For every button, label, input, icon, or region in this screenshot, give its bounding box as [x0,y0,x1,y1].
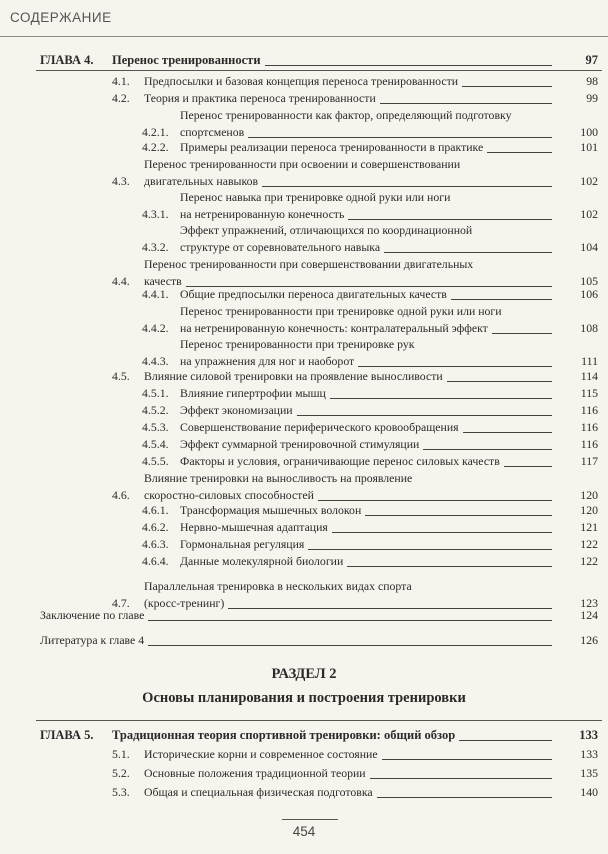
toc-entry-page: 102 [580,207,598,221]
part-label: РАЗДЕЛ 2 [271,666,337,682]
leader-line [148,645,552,646]
toc-entry-title: Общие предпосылки переноса двигательных качеств [180,287,447,301]
leader-line [370,778,552,779]
toc-entry-number: 5.2. [112,766,130,780]
leader-line [423,449,552,450]
toc-entry-title: Литература к главе 4 [40,633,145,647]
toc-entry-title: (кросс-тренинг) [144,596,225,610]
toc-entry-title: скоростно-силовых способностей [144,488,314,502]
toc-entry[interactable] [142,436,598,453]
toc-entry[interactable] [142,553,598,570]
toc-entry[interactable] [142,419,598,436]
leader-line [504,466,552,467]
toc-entry-number: 4.4.3. [142,354,169,368]
toc-entry-title: Перенос тренированности при освоении и совершенствовании [144,157,461,171]
toc-entry-page: 108 [580,321,598,335]
toc-entry-title: Предпосылки и базовая концепция переноса тренированности [144,74,459,88]
toc-entry-page: 111 [581,354,598,368]
toc-entry-title: на упражнения для ног и наоборот [180,354,355,368]
leader-line [492,333,552,334]
leader-line [463,432,552,433]
toc-entry[interactable] [40,607,598,624]
toc-entry-page: 98 [586,74,598,88]
leader-line [459,740,552,741]
toc-entry-number: 4.6.1. [142,503,169,517]
toc-entry[interactable] [112,73,598,90]
footer-divider [282,819,338,820]
toc-entry-page: 120 [580,503,598,517]
toc-entry-title: Перенос тренированности при тренировке одной руки или ноги [180,304,502,318]
toc-entry-title: спортсменов [180,125,245,139]
toc-entry-title: двигательных навыков [144,174,259,188]
toc-entry-number: 4.6. [112,488,130,502]
part-title: Основы планирования и построения тренировки [142,690,466,706]
leader-line [487,152,552,153]
toc-entry[interactable] [40,632,598,649]
toc-entry[interactable] [142,303,598,337]
leader-line [380,103,552,104]
leader-line [262,186,552,187]
toc-entry[interactable] [142,385,598,402]
toc-entry-number: 4.4. [112,274,130,288]
toc-entry-page: 116 [580,403,598,417]
leader-line [382,759,552,760]
toc-entry-number: ГЛАВА 5. [40,728,94,742]
toc-entry-number: 4.5.2. [142,403,169,417]
toc-entry-title: Трансформация мышечных волокон [180,503,362,517]
toc-entry-title: Основные положения традиционной теории [144,766,366,780]
toc-entry-title: Перенос навыка при тренировке одной руки или ноги [180,190,451,204]
toc-entry-number: 4.3.1. [142,207,169,221]
toc-entry-title: Эффект экономизации [180,403,293,417]
toc-entry-title: Теория и практика переноса тренированности [144,91,376,105]
toc-entry[interactable] [142,502,598,519]
toc-entry[interactable] [142,536,598,553]
leader-line [330,398,552,399]
section-divider [36,720,602,721]
toc-entry-number: ГЛАВА 4. [40,53,94,67]
toc-entry-page: 101 [580,140,598,154]
toc-entry-page: 116 [580,437,598,451]
toc-entry-title: на нетренированную конечность: контралатеральный эффект [180,321,488,335]
toc-entry[interactable] [112,256,598,290]
leader-line [332,532,552,533]
toc-entry-number: 4.5.5. [142,454,169,468]
toc-entry[interactable] [112,368,598,385]
toc-entry[interactable] [142,222,598,256]
leader-line [462,86,552,87]
toc-entry-page: 135 [580,766,598,780]
toc-entry-number: 4.5.3. [142,420,169,434]
section-divider [36,70,602,71]
toc-entry-page: 102 [580,174,598,188]
toc-entry-title: Традиционная теория спортивной тренировки: общий обзор [112,728,456,742]
toc-entry-number: 4.4.1. [142,287,169,301]
toc-entry[interactable] [112,765,598,782]
toc-entry-number: 4.7. [112,596,130,610]
toc-entry[interactable] [142,107,598,141]
toc-entry-number: 4.3.2. [142,240,169,254]
toc-entry-title: Влияние тренировки на выносливость на проявление [144,471,413,485]
toc-entry-number: 5.3. [112,785,130,799]
toc-entry-title: Совершенствование периферического кровообращения [180,420,459,434]
toc-entry-title: Параллельная тренировка в нескольких видах спорта [144,579,412,593]
leader-line [365,515,552,516]
leader-line [447,381,552,382]
toc-entry[interactable] [112,470,598,504]
toc-entry[interactable] [142,519,598,536]
toc-entry-title: Влияние гипертрофии мышц [180,386,326,400]
toc-entry-title: на нетренированную конечность [180,207,345,221]
toc-entry-page: 122 [580,537,598,551]
toc-entry[interactable] [40,52,598,69]
toc-entry-number: 4.2.1. [142,125,169,139]
toc-entry-page: 126 [580,633,598,647]
toc-entry-page: 120 [580,488,598,502]
leader-line [384,252,552,253]
toc-entry[interactable] [40,727,598,744]
toc-entry-number: 4.2.2. [142,140,169,154]
leader-line [347,566,552,567]
toc-entry-page: 117 [580,454,598,468]
toc-entry-number: 4.3. [112,174,130,188]
toc-entry[interactable] [142,286,598,303]
toc-entry-page: 104 [580,240,598,254]
toc-entry[interactable] [142,402,598,419]
leader-line [265,65,552,66]
toc-entry-number: 4.4.2. [142,321,169,335]
toc-entry-title: Перенос тренированности при совершенствовании двигательных [144,257,474,271]
toc-entry[interactable] [112,156,598,190]
toc-entry-title: Эффект упражнений, отличающихся по координационной [180,223,473,237]
toc-entry-number: 4.1. [112,74,130,88]
toc-entry-page: 140 [580,785,598,799]
toc-entry-number: 5.1. [112,747,130,761]
toc-entry-number: 4.5.4. [142,437,169,451]
toc-entry-title: Заключение по главе [40,608,145,622]
toc-entry-number: 4.6.3. [142,537,169,551]
toc-entry-page: 106 [580,287,598,301]
toc-entry-title: Исторические корни и современное состояние [144,747,378,761]
toc-entry-title: качеств [144,274,182,288]
toc-entry-number: 4.5. [112,369,130,383]
leader-line [308,549,552,550]
leader-line [348,219,552,220]
toc-entry[interactable] [112,90,598,107]
toc-entry-number: 4.5.1. [142,386,169,400]
running-header: СОДЕРЖАНИЕ [10,10,112,25]
toc-entry-title: Влияние силовой тренировки на проявление выносливости [144,369,443,383]
toc-entry[interactable] [112,746,598,763]
toc-entry-title: Нервно-мышечная адаптация [180,520,328,534]
toc-entry-page: 133 [580,747,598,761]
leader-line [377,797,552,798]
toc-entry-page: 105 [580,274,598,288]
toc-entry[interactable] [142,336,598,370]
page-number: 454 [292,824,316,839]
toc-entry-title: Общая и специальная физическая подготовка [144,785,373,799]
toc-entry[interactable] [142,189,598,223]
toc-entry-number: 4.2. [112,91,130,105]
toc-entry-title: Эффект суммарной тренировочной стимуляции [180,437,420,451]
toc-entry-page: 99 [586,91,598,105]
toc-entry-title: Перенос тренированности при тренировке рук [180,337,415,351]
toc-entry-page: 97 [585,53,598,67]
toc-entry-title: Перенос тренированности [112,53,261,67]
toc-entry-title: структуре от соревновательного навыка [180,240,381,254]
toc-entry-title: Данные молекулярной биологии [180,554,344,568]
toc-entry-page: 100 [580,125,598,139]
toc-entry[interactable] [142,453,598,470]
leader-line [297,415,552,416]
leader-line [248,137,552,138]
toc-entry-page: 133 [579,728,598,742]
leader-line [148,620,552,621]
toc-entry-page: 115 [580,386,598,400]
toc-entry-number: 4.6.2. [142,520,169,534]
toc-entry-page: 124 [580,608,598,622]
leader-line [318,500,552,501]
toc-entry-title: Примеры реализации переноса тренированности в практике [180,140,484,154]
toc-entry-number: 4.6.4. [142,554,169,568]
toc-entry-page: 121 [580,520,598,534]
toc-entry-page: 122 [580,554,598,568]
toc-entry-title: Факторы и условия, ограничивающие перенос силовых качеств [180,454,500,468]
toc-entry[interactable] [142,139,598,156]
toc-entry-page: 123 [580,596,598,610]
toc-entry[interactable] [112,784,598,801]
toc-entry-page: 116 [580,420,598,434]
leader-line [451,299,552,300]
toc-entry-page: 114 [580,369,598,383]
toc-entry-title: Перенос тренированности как фактор, определяющий подготовку [180,108,512,122]
toc-entry-title: Гормональная регуляция [180,537,305,551]
leader-line [358,366,552,367]
